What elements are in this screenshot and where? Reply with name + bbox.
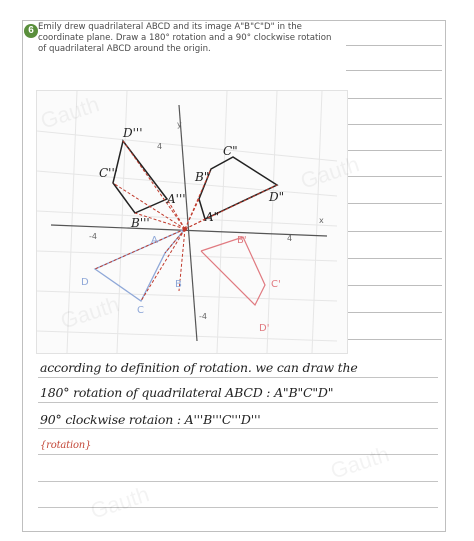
origin-point — [183, 227, 187, 231]
label-c-prime: C' — [271, 279, 281, 290]
tick-y-up: 4 — [157, 142, 163, 151]
quadrilateral-abcd — [95, 229, 185, 301]
question-number-badge: 6 — [24, 24, 38, 38]
y-axis-name: y — [177, 120, 182, 129]
quadrilateral-triple-prime — [113, 141, 167, 213]
label-c-triple-prime: C''' — [99, 166, 119, 180]
answer-line-1: according to definition of rotation. we can draw the — [40, 360, 358, 375]
quadrilateral-prime — [201, 237, 265, 305]
label-c-double-prime: C" — [223, 144, 238, 158]
tick-y-down: -4 — [199, 312, 207, 321]
problem-line-3: of quadrilateral ABCD around the origin. — [38, 44, 211, 54]
graph-photo — [36, 90, 348, 354]
coordinate-plane — [37, 91, 347, 353]
label-a-double-prime: A" — [205, 210, 220, 224]
answer-line-4: {rotation} — [40, 440, 92, 451]
problem-line-2: coordinate plane. Draw a 180° rotation and a 90° clockwise rotation — [38, 33, 332, 43]
label-b-prime: B' — [237, 235, 247, 246]
problem-statement — [38, 22, 338, 55]
label-d-double-prime: D" — [269, 190, 285, 204]
label-a-triple-prime: A''' — [167, 192, 186, 206]
answer-line-3: 90° clockwise rotaion : A'''B'''C'''D''' — [40, 412, 261, 427]
label-b-double-prime: B" — [195, 170, 210, 184]
x-axis-name: x — [319, 216, 324, 225]
label-d-prime: D' — [259, 323, 270, 334]
label-b: B — [175, 279, 182, 290]
answer-line-2: 180° rotation of quadrilateral ABCD : A"B"C"D" — [40, 385, 334, 400]
label-a: A — [151, 235, 158, 246]
label-c: C — [137, 305, 144, 316]
problem-line-1: Emily drew quadrilateral ABCD and its image A"B"C"D" in the — [38, 22, 302, 32]
grid — [37, 91, 337, 353]
label-d: D — [81, 277, 89, 288]
tick-x-left: -4 — [89, 232, 97, 241]
label-b-triple-prime: B''' — [131, 216, 150, 230]
label-d-triple-prime: D''' — [123, 126, 143, 140]
tick-x-right: 4 — [287, 234, 293, 243]
